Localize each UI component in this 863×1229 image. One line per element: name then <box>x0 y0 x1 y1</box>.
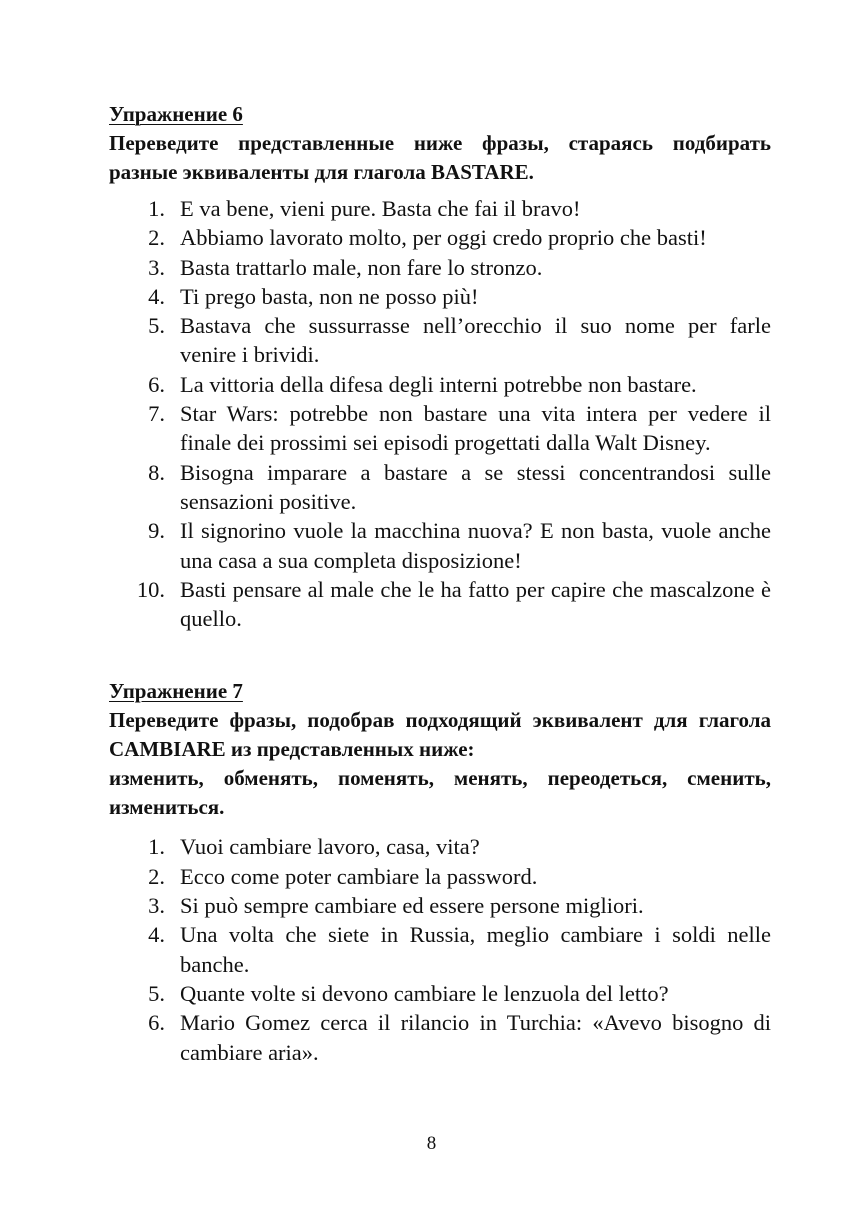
page-content <box>109 100 771 1067</box>
item-number: 3. <box>148 893 165 919</box>
item-number: 6. <box>148 371 165 397</box>
list-item <box>109 979 771 1008</box>
item-number: 8. <box>148 459 165 485</box>
list-item <box>109 891 771 920</box>
item-text: Abbiamo lavorato molto, per oggi credo proprio che basti! <box>180 225 707 251</box>
exercise-6 <box>109 100 771 633</box>
item-text: Quante volte si devono cambiare le lenzuola del letto? <box>180 980 669 1006</box>
item-number: 10. <box>136 576 165 602</box>
item-text: Ti prego basta, non ne posso più! <box>180 283 479 309</box>
list-item <box>109 862 771 891</box>
list-item <box>109 253 771 282</box>
exercise-7-title: Упражнение 7 <box>109 679 243 704</box>
item-text: Bisogna imparare a bastare a se stessi concentrandosi sulle sensazioni positive. <box>180 459 771 514</box>
item-number: 4. <box>148 922 165 948</box>
list-item <box>109 832 771 861</box>
exercise-7 <box>109 677 771 1066</box>
item-number: 1. <box>148 834 165 860</box>
item-text: Una volta che siete in Russia, meglio cambiare i soldi nelle banche. <box>180 922 771 977</box>
item-text: Ecco come poter cambiare la password. <box>180 863 538 889</box>
exercise-7-options: изменить, обменять, поменять, менять, переодеться, сменить, измениться. <box>109 766 771 820</box>
item-number: 2. <box>148 863 165 889</box>
list-item <box>109 1008 771 1067</box>
item-text: Bastava che sussurrasse nell’orecchio il suo nome per farle venire i brividi. <box>180 313 771 368</box>
item-text: E va bene, vieni pure. Basta che fai il bravo! <box>180 196 581 221</box>
item-text: La vittoria della difesa degli interni potrebbe non bastare. <box>180 371 697 397</box>
item-number: 5. <box>148 980 165 1006</box>
item-text: Si può sempre cambiare ed essere persone migliori. <box>180 893 644 919</box>
item-number: 6. <box>148 1010 165 1036</box>
item-text: Star Wars: potrebbe non bastare una vita intera per vedere il finale dei prossimi sei episodi progettati dalla Walt Disney. <box>180 401 771 456</box>
list-item <box>109 920 771 979</box>
item-text: Basti pensare al male che le ha fatto per capire che mascalzone è quello. <box>180 576 771 632</box>
item-text: Basta trattarlo male, non fare lo stronzo. <box>180 254 543 280</box>
item-number: 5. <box>148 313 165 339</box>
item-text: Vuoi cambiare lavoro, casa, vita? <box>180 834 480 860</box>
list-item <box>109 516 771 575</box>
list-item <box>109 575 771 634</box>
exercise-7-instruction: Переведите фразы, подобрав подходящий эквивалент для глагола CAMBIARE из представленных ниже: <box>109 708 771 762</box>
item-text: Mario Gomez cerca il rilancio in Turchia: «Avevo bisogno di cambiare aria». <box>180 1010 771 1065</box>
list-item <box>109 282 771 311</box>
exercise-6-title: Упражнение 6 <box>109 102 243 126</box>
list-item <box>109 370 771 399</box>
list-item <box>109 194 771 223</box>
item-number: 9. <box>148 518 165 544</box>
item-number: 4. <box>148 283 165 309</box>
exercise-6-instruction: Переведите представленные ниже фразы, стараясь подбирать разные эквиваленты для глагола BASTARE. <box>109 131 771 184</box>
item-number: 3. <box>148 254 165 280</box>
list-item <box>109 458 771 517</box>
item-number: 1. <box>148 196 165 221</box>
exercise-6-list <box>109 194 771 633</box>
page-number: 8 <box>426 1133 437 1154</box>
item-number: 7. <box>148 401 165 427</box>
item-number: 2. <box>148 225 165 251</box>
item-text: Il signorino vuole la macchina nuova? E non basta, vuole anche una casa a sua completa disposizione! <box>180 518 771 573</box>
list-item <box>109 399 771 458</box>
list-item <box>109 311 771 370</box>
list-item <box>109 223 771 252</box>
exercise-7-list <box>109 832 771 1066</box>
